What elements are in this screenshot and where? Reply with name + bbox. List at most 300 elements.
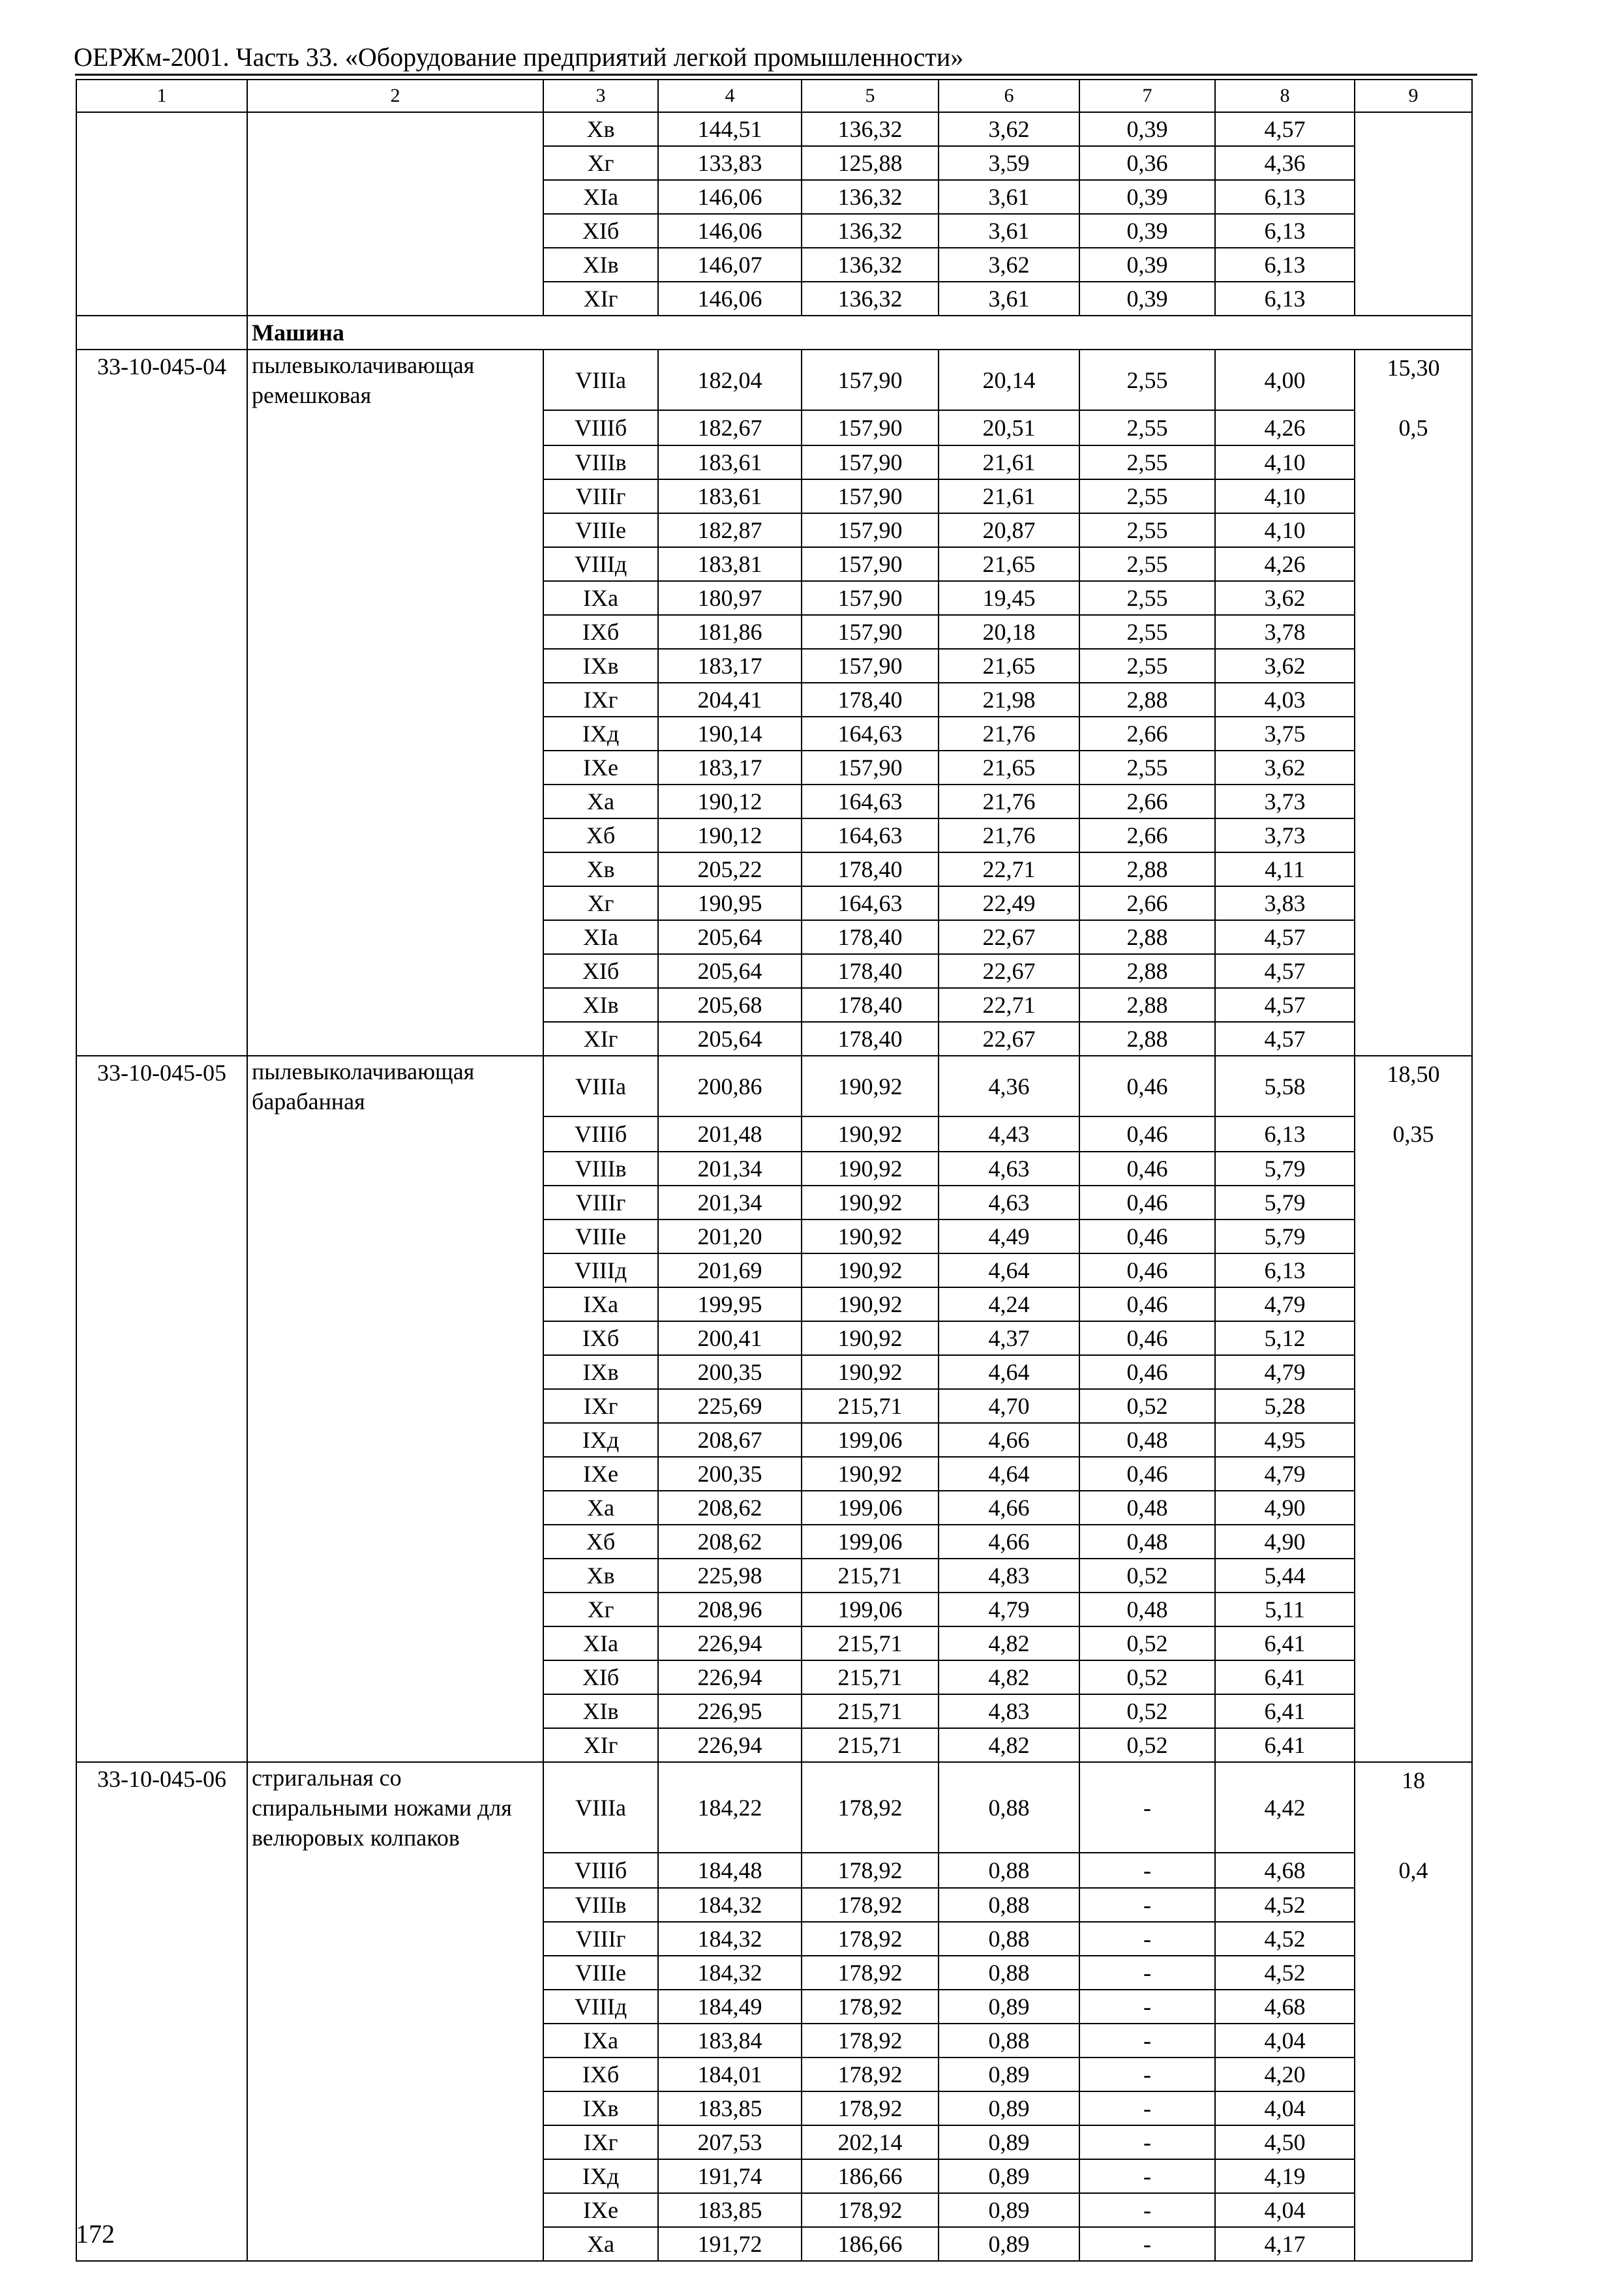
machine-name-cell: [247, 818, 543, 852]
rate-code-cell: [76, 1491, 247, 1525]
value-cell: 190,14: [658, 717, 802, 751]
table-row: [76, 649, 1472, 683]
value-cell: 164,63: [802, 886, 939, 920]
rate-code-cell: [76, 248, 247, 282]
value-cell: 215,71: [802, 1626, 939, 1660]
value-cell: 136,32: [802, 248, 939, 282]
value-cell: 21,61: [939, 479, 1079, 513]
value-cell: 4,68: [1215, 1990, 1355, 2024]
value-cell: 3,73: [1215, 785, 1355, 818]
value-cell: 201,48: [658, 1116, 802, 1152]
value-cell: 4,04: [1215, 2091, 1355, 2125]
value-cell: 157,90: [802, 547, 939, 581]
machine-name-cell: [247, 1626, 543, 1660]
rate-code-cell: [76, 1022, 247, 1056]
value-cell: 4,11: [1215, 852, 1355, 886]
value-cell: 3,62: [1215, 751, 1355, 785]
value-cell: ХIв: [543, 1694, 658, 1728]
machine-name-cell: [247, 1457, 543, 1491]
table-row: [76, 1321, 1472, 1355]
value-cell: 0,52: [1079, 1694, 1215, 1728]
value-cell: IХв: [543, 649, 658, 683]
value-cell: IХг: [543, 2125, 658, 2159]
value-cell: 4,57: [1215, 112, 1355, 146]
value-cell: 4,79: [939, 1593, 1079, 1626]
value-cell: ХIа: [543, 1626, 658, 1660]
value-cell: 199,06: [802, 1593, 939, 1626]
value-cell: IХа: [543, 581, 658, 615]
rate-code-cell: [76, 988, 247, 1022]
value-cell: 146,06: [658, 282, 802, 316]
value-cell: 21,65: [939, 751, 1079, 785]
machine-name-cell: [247, 1593, 543, 1626]
rate-code-cell: [76, 1626, 247, 1660]
value-cell: 20,18: [939, 615, 1079, 649]
value-cell: 190,92: [802, 1152, 939, 1186]
extra-value-cell: [1355, 1728, 1472, 1762]
table-row: [76, 410, 1472, 445]
machine-name-cell: [247, 445, 543, 479]
table-row: [76, 445, 1472, 479]
value-cell: 21,76: [939, 818, 1079, 852]
value-cell: 4,66: [939, 1423, 1079, 1457]
value-cell: VIIIг: [543, 1186, 658, 1219]
rate-code-cell: [76, 615, 247, 649]
table-row: [76, 1056, 1472, 1116]
value-cell: 4,52: [1215, 1888, 1355, 1922]
value-cell: 2,55: [1079, 751, 1215, 785]
machine-name-cell: [247, 649, 543, 683]
value-cell: 199,95: [658, 1287, 802, 1321]
value-cell: -: [1079, 2125, 1215, 2159]
machine-name-cell: [247, 852, 543, 886]
rate-code-cell: [76, 445, 247, 479]
value-cell: 4,52: [1215, 1956, 1355, 1990]
section-spacer-cell: [76, 316, 247, 350]
machine-name-cell: [247, 1990, 543, 2024]
extra-value-cell: [1355, 214, 1472, 248]
value-cell: 4,64: [939, 1457, 1079, 1491]
rate-code-cell: [76, 146, 247, 180]
column-number: 9: [1355, 80, 1472, 112]
value-cell: VIIIд: [543, 1253, 658, 1287]
value-cell: -: [1079, 2227, 1215, 2261]
value-cell: 180,97: [658, 581, 802, 615]
value-cell: 2,55: [1079, 479, 1215, 513]
value-cell: 199,06: [802, 1423, 939, 1457]
value-cell: VIIIа: [543, 1762, 658, 1853]
value-cell: 4,42: [1215, 1762, 1355, 1853]
value-cell: -: [1079, 1990, 1215, 2024]
extra-value-cell: [1355, 1694, 1472, 1728]
rate-code-cell: [76, 180, 247, 214]
value-cell: 2,66: [1079, 717, 1215, 751]
value-cell: ХIг: [543, 1728, 658, 1762]
value-cell: Ха: [543, 785, 658, 818]
value-cell: 202,14: [802, 2125, 939, 2159]
value-cell: 4,10: [1215, 445, 1355, 479]
rate-code-cell: [76, 112, 247, 146]
extra-value-cell: [1355, 547, 1472, 581]
value-cell: 184,32: [658, 1888, 802, 1922]
column-number: 5: [802, 80, 939, 112]
value-cell: 215,71: [802, 1389, 939, 1423]
extra-value-cell: 15,30: [1355, 350, 1472, 410]
value-cell: 20,14: [939, 350, 1079, 410]
value-cell: 0,46: [1079, 1287, 1215, 1321]
value-cell: IХб: [543, 1321, 658, 1355]
value-cell: 178,40: [802, 988, 939, 1022]
rate-code-cell: [76, 751, 247, 785]
value-cell: 4,24: [939, 1287, 1079, 1321]
value-cell: 2,66: [1079, 886, 1215, 920]
machine-name-cell: [247, 146, 543, 180]
rate-code-cell: [76, 1219, 247, 1253]
running-header: ОЕРЖм-2001. Часть 33. «Оборудование предприятий легкой промышленности»: [74, 42, 964, 72]
value-cell: 4,03: [1215, 683, 1355, 717]
value-cell: 5,44: [1215, 1559, 1355, 1593]
extra-value-cell: [1355, 1321, 1472, 1355]
value-cell: 6,13: [1215, 180, 1355, 214]
value-cell: 178,92: [802, 1853, 939, 1888]
value-cell: Хв: [543, 1559, 658, 1593]
value-cell: 4,79: [1215, 1457, 1355, 1491]
value-cell: 4,63: [939, 1152, 1079, 1186]
rate-code-cell: [76, 649, 247, 683]
machine-name-cell: [247, 2125, 543, 2159]
value-cell: 215,71: [802, 1728, 939, 1762]
value-cell: 3,75: [1215, 717, 1355, 751]
value-cell: 144,51: [658, 112, 802, 146]
table-row: [76, 1853, 1472, 1888]
value-cell: 2,88: [1079, 954, 1215, 988]
value-cell: 157,90: [802, 479, 939, 513]
value-cell: 201,69: [658, 1253, 802, 1287]
value-cell: 0,46: [1079, 1457, 1215, 1491]
extra-value-cell: [1355, 954, 1472, 988]
rate-code-cell: [76, 214, 247, 248]
value-cell: 178,92: [802, 2193, 939, 2227]
table-row: [76, 615, 1472, 649]
value-cell: ХIб: [543, 214, 658, 248]
rate-code-cell: [76, 2057, 247, 2091]
value-cell: 3,62: [939, 248, 1079, 282]
extra-value-cell: [1355, 751, 1472, 785]
extra-value-cell: [1355, 1626, 1472, 1660]
rate-code-cell: [76, 1956, 247, 1990]
value-cell: 3,59: [939, 146, 1079, 180]
value-cell: -: [1079, 1762, 1215, 1853]
extra-value-cell: [1355, 180, 1472, 214]
rates-table: [76, 79, 1473, 2262]
value-cell: 21,98: [939, 683, 1079, 717]
value-cell: 157,90: [802, 649, 939, 683]
value-cell: 184,22: [658, 1762, 802, 1853]
rate-code-cell: [76, 818, 247, 852]
extra-value-cell: [1355, 479, 1472, 513]
table-row: [76, 513, 1472, 547]
table-row: [76, 785, 1472, 818]
value-cell: 157,90: [802, 513, 939, 547]
value-cell: ХIб: [543, 954, 658, 988]
machine-name-cell: [247, 180, 543, 214]
value-cell: 136,32: [802, 180, 939, 214]
extra-value-cell: [1355, 445, 1472, 479]
value-cell: 164,63: [802, 785, 939, 818]
machine-name-cell: [247, 248, 543, 282]
rate-code-cell: [76, 1990, 247, 2024]
value-cell: -: [1079, 1853, 1215, 1888]
value-cell: 186,66: [802, 2159, 939, 2193]
value-cell: IХд: [543, 717, 658, 751]
value-cell: IХа: [543, 2024, 658, 2057]
value-cell: 4,20: [1215, 2057, 1355, 2091]
value-cell: 183,81: [658, 547, 802, 581]
value-cell: 6,41: [1215, 1728, 1355, 1762]
value-cell: 182,67: [658, 410, 802, 445]
value-cell: 0,39: [1079, 282, 1215, 316]
rate-code-cell: [76, 2024, 247, 2057]
value-cell: -: [1079, 2159, 1215, 2193]
value-cell: 4,00: [1215, 350, 1355, 410]
table-row: [76, 1888, 1472, 1922]
value-cell: IХд: [543, 2159, 658, 2193]
extra-value-cell: [1355, 2227, 1472, 2261]
table-row: [76, 2024, 1472, 2057]
value-cell: 226,95: [658, 1694, 802, 1728]
machine-name-cell: [247, 1253, 543, 1287]
column-number-row: [76, 80, 1472, 112]
rate-code-cell: [76, 513, 247, 547]
rate-code-cell: [76, 1253, 247, 1287]
value-cell: 184,01: [658, 2057, 802, 2091]
value-cell: 0,48: [1079, 1525, 1215, 1559]
value-cell: IХе: [543, 751, 658, 785]
extra-value-cell: [1355, 615, 1472, 649]
machine-name-cell: [247, 1287, 543, 1321]
extra-value-cell: [1355, 2193, 1472, 2227]
value-cell: 5,58: [1215, 1056, 1355, 1116]
value-cell: VIIIе: [543, 1219, 658, 1253]
machine-name-cell: [247, 1321, 543, 1355]
machine-name-cell: [247, 1728, 543, 1762]
value-cell: 21,61: [939, 445, 1079, 479]
machine-name-cell: [247, 1219, 543, 1253]
value-cell: -: [1079, 1956, 1215, 1990]
value-cell: 0,46: [1079, 1219, 1215, 1253]
value-cell: 6,13: [1215, 214, 1355, 248]
value-cell: 0,88: [939, 2024, 1079, 2057]
value-cell: 226,94: [658, 1626, 802, 1660]
table-row: [76, 1152, 1472, 1186]
machine-name-cell: [247, 751, 543, 785]
column-number: 2: [247, 80, 543, 112]
machine-name-cell: [247, 2159, 543, 2193]
extra-value-cell: [1355, 920, 1472, 954]
value-cell: 2,88: [1079, 920, 1215, 954]
value-cell: 4,66: [939, 1491, 1079, 1525]
value-cell: 2,88: [1079, 988, 1215, 1022]
value-cell: 4,57: [1215, 954, 1355, 988]
machine-name-cell: [247, 112, 543, 146]
machine-name-cell: стригальная со спиральными ножами для велюровых колпаков: [247, 1762, 543, 1853]
table-row: [76, 2091, 1472, 2125]
value-cell: 146,06: [658, 180, 802, 214]
rate-code-cell: [76, 1457, 247, 1491]
rate-code-cell: [76, 1186, 247, 1219]
value-cell: 0,39: [1079, 214, 1215, 248]
value-cell: 4,26: [1215, 410, 1355, 445]
value-cell: 5,79: [1215, 1219, 1355, 1253]
value-cell: 205,68: [658, 988, 802, 1022]
rate-code-cell: [76, 479, 247, 513]
table-row: [76, 1389, 1472, 1423]
machine-name-cell: [247, 920, 543, 954]
section-row: [76, 316, 1472, 350]
value-cell: 4,52: [1215, 1922, 1355, 1956]
machine-name-cell: [247, 1525, 543, 1559]
value-cell: Ха: [543, 2227, 658, 2261]
extra-value-cell: [1355, 1956, 1472, 1990]
rate-code-cell: [76, 683, 247, 717]
value-cell: 208,62: [658, 1525, 802, 1559]
value-cell: 190,92: [802, 1186, 939, 1219]
table-row: [76, 1491, 1472, 1525]
machine-name-cell: [247, 1116, 543, 1152]
value-cell: 157,90: [802, 615, 939, 649]
value-cell: 178,40: [802, 954, 939, 988]
extra-value-cell: [1355, 1660, 1472, 1694]
value-cell: ХIа: [543, 180, 658, 214]
value-cell: 200,41: [658, 1321, 802, 1355]
value-cell: 184,49: [658, 1990, 802, 2024]
rate-code-cell: [76, 1321, 247, 1355]
table-row: [76, 1355, 1472, 1389]
rate-code-cell: [76, 2125, 247, 2159]
value-cell: 0,39: [1079, 112, 1215, 146]
extra-value-cell: [1355, 988, 1472, 1022]
extra-value-cell: [1355, 1253, 1472, 1287]
value-cell: 21,76: [939, 717, 1079, 751]
table-row: [76, 1593, 1472, 1626]
extra-value-cell: [1355, 1559, 1472, 1593]
value-cell: 2,66: [1079, 818, 1215, 852]
value-cell: 178,40: [802, 683, 939, 717]
value-cell: -: [1079, 1888, 1215, 1922]
extra-value-cell: [1355, 146, 1472, 180]
rate-code-cell: [76, 1694, 247, 1728]
machine-name-cell: [247, 615, 543, 649]
table-row: [76, 886, 1472, 920]
table-row: [76, 1559, 1472, 1593]
machine-name-cell: [247, 785, 543, 818]
value-cell: 178,92: [802, 2057, 939, 2091]
machine-name-cell: [247, 479, 543, 513]
value-cell: 191,72: [658, 2227, 802, 2261]
value-cell: 2,55: [1079, 350, 1215, 410]
value-cell: IХв: [543, 2091, 658, 2125]
extra-value-cell: [1355, 1389, 1472, 1423]
table-row: [76, 2057, 1472, 2091]
table-row: [76, 1990, 1472, 2024]
machine-name-cell: [247, 1922, 543, 1956]
value-cell: 6,41: [1215, 1660, 1355, 1694]
value-cell: 4,90: [1215, 1491, 1355, 1525]
table-row: [76, 1287, 1472, 1321]
value-cell: 190,92: [802, 1321, 939, 1355]
value-cell: Хб: [543, 818, 658, 852]
value-cell: 4,10: [1215, 513, 1355, 547]
value-cell: 190,92: [802, 1056, 939, 1116]
extra-value-cell: [1355, 2091, 1472, 2125]
machine-name-cell: [247, 683, 543, 717]
value-cell: 22,67: [939, 1022, 1079, 1056]
extra-value-cell: [1355, 112, 1472, 146]
value-cell: 6,13: [1215, 1253, 1355, 1287]
value-cell: 184,32: [658, 1922, 802, 1956]
column-number: 3: [543, 80, 658, 112]
value-cell: 157,90: [802, 445, 939, 479]
machine-name-cell: [247, 547, 543, 581]
table-row: [76, 1253, 1472, 1287]
value-cell: 136,32: [802, 214, 939, 248]
machine-name-cell: [247, 1853, 543, 1888]
value-cell: Хг: [543, 886, 658, 920]
value-cell: 2,55: [1079, 649, 1215, 683]
rate-code-cell: [76, 1728, 247, 1762]
value-cell: VIIIв: [543, 445, 658, 479]
value-cell: 6,13: [1215, 1116, 1355, 1152]
extra-value-cell: [1355, 1491, 1472, 1525]
extra-value-cell: [1355, 1219, 1472, 1253]
value-cell: 0,88: [939, 1762, 1079, 1853]
extra-value-cell: [1355, 1888, 1472, 1922]
value-cell: 0,48: [1079, 1593, 1215, 1626]
value-cell: 201,20: [658, 1219, 802, 1253]
table-row: [76, 1457, 1472, 1491]
rate-code-cell: [76, 581, 247, 615]
value-cell: 2,88: [1079, 852, 1215, 886]
value-cell: 184,48: [658, 1853, 802, 1888]
extra-value-cell: [1355, 282, 1472, 316]
value-cell: 2,55: [1079, 581, 1215, 615]
column-number: 6: [939, 80, 1079, 112]
value-cell: IХв: [543, 1355, 658, 1389]
value-cell: 4,63: [939, 1186, 1079, 1219]
rate-code-cell: [76, 282, 247, 316]
rate-code-cell: [76, 785, 247, 818]
value-cell: 4,82: [939, 1660, 1079, 1694]
machine-name-cell: [247, 1888, 543, 1922]
value-cell: 190,92: [802, 1219, 939, 1253]
value-cell: 2,55: [1079, 547, 1215, 581]
value-cell: 5,11: [1215, 1593, 1355, 1626]
value-cell: 133,83: [658, 146, 802, 180]
table-row: [76, 1660, 1472, 1694]
value-cell: 4,57: [1215, 920, 1355, 954]
value-cell: 190,12: [658, 818, 802, 852]
value-cell: 4,68: [1215, 1853, 1355, 1888]
column-number: 8: [1215, 80, 1355, 112]
extra-value-cell: 0,5: [1355, 410, 1472, 445]
value-cell: 0,89: [939, 2125, 1079, 2159]
value-cell: 182,87: [658, 513, 802, 547]
value-cell: 0,46: [1079, 1056, 1215, 1116]
value-cell: 3,61: [939, 180, 1079, 214]
value-cell: -: [1079, 1922, 1215, 1956]
machine-name-cell: [247, 513, 543, 547]
value-cell: ХIг: [543, 1022, 658, 1056]
